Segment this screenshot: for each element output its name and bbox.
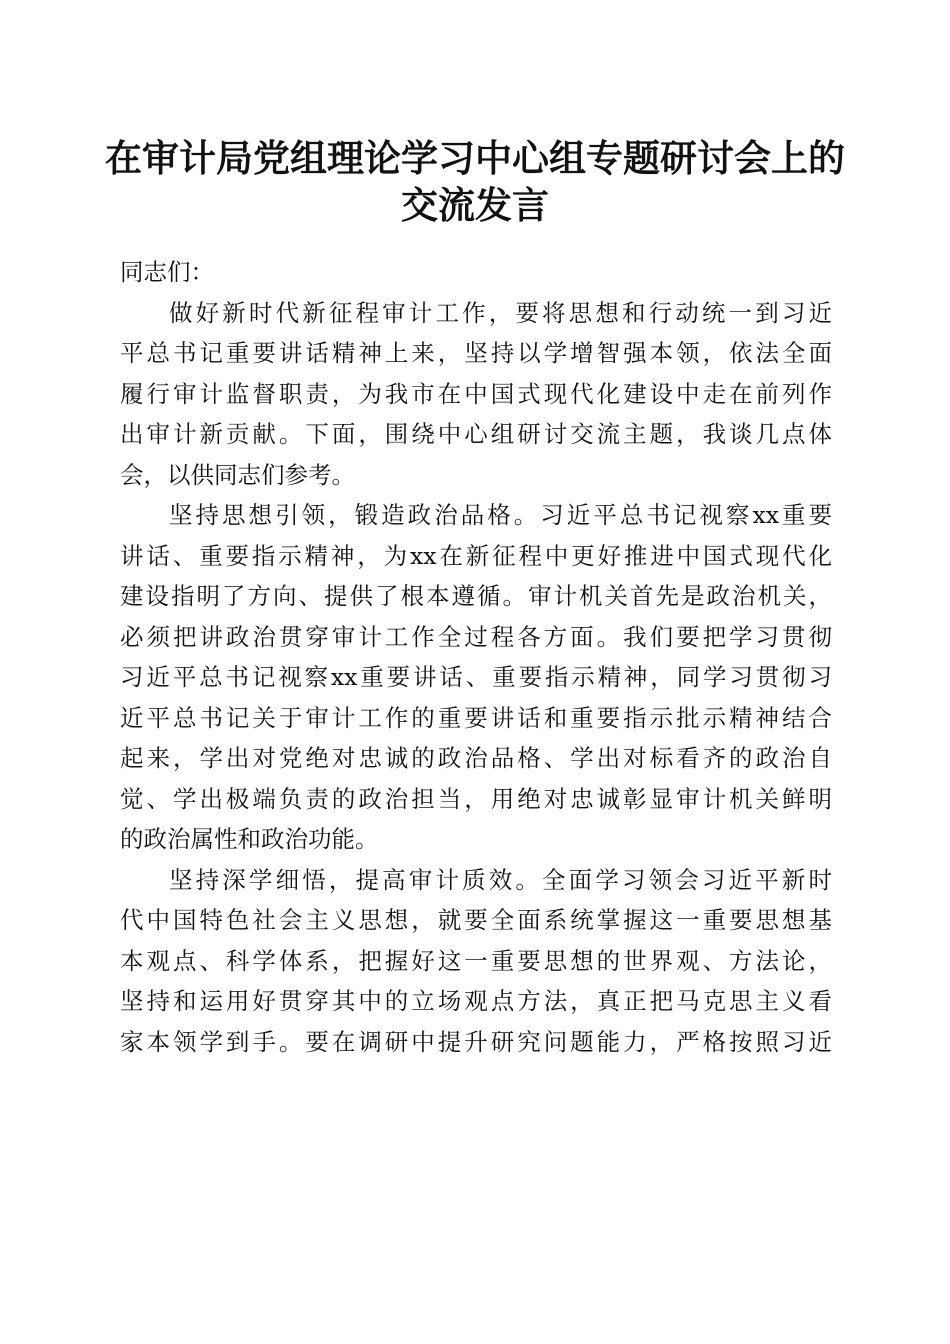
- paragraph-line: 坚持和运用好贯穿其中的立场观点方法，真正把马克思主义看: [120, 987, 832, 1015]
- paragraph-line: 建设指明了方向、提供了根本遵循。审计机关首先是政治机关，: [120, 582, 832, 610]
- paragraph-3: [120, 860, 832, 1063]
- paragraph-line: 出审计新贡献。下面，围绕中心组研讨交流主题，我谈几点体: [120, 420, 832, 448]
- paragraph-line: 本观点、科学体系，把握好这一重要思想的世界观、方法论，: [120, 946, 832, 975]
- paragraph-line: 觉、学出极端负责的政治担当，用绝对忠诚彰显审计机关鲜明: [120, 784, 832, 813]
- paragraph-line: 代中国特色社会主义思想，就要全面系统掌握这一重要思想基: [120, 906, 832, 934]
- paragraph-line: 的政治属性和政治功能。: [120, 825, 379, 853]
- paragraph-line: 习近平总书记视察xx重要讲话、重要指示精神，同学习贯彻习: [120, 663, 832, 691]
- paragraph-line: 平总书记重要讲话精神上来，坚持以学增智强本领，依法全面: [120, 339, 832, 367]
- paragraph-2: [120, 495, 832, 860]
- salutation: 同志们：: [120, 258, 214, 286]
- paragraph-line: 讲话、重要指示精神，为xx在新征程中更好推进中国式现代化: [120, 541, 832, 570]
- paragraph-line: 做好新时代新征程审计工作，要将思想和行动统一到习近: [169, 298, 832, 327]
- paragraph-line: 必须把讲政治贯穿审计工作全过程各方面。我们要把学习贯彻: [120, 622, 832, 651]
- paragraph-line: 会，以供同志们参考。: [120, 460, 355, 489]
- paragraph-1: [120, 293, 832, 496]
- paragraph-line: 近平总书记关于审计工作的重要讲话和重要指示批示精神结合: [120, 703, 832, 732]
- paragraph-line: 坚持深学细悟，提高审计质效。全面学习领会习近平新时: [169, 865, 832, 894]
- document-body: [120, 252, 832, 1062]
- paragraph-line: 履行审计监督职责，为我市在中国式现代化建设中走在前列作: [120, 379, 832, 408]
- paragraph-line: 坚持思想引领，锻造政治品格。习近平总书记视察xx重要: [169, 501, 832, 529]
- paragraph-line: 家本领学到手。要在调研中提升研究问题能力，严格按照习近: [120, 1027, 832, 1056]
- document-title: [95, 135, 855, 229]
- title-line-2: 交流发言: [401, 183, 549, 227]
- title-line-1: 在审计局党组理论学习中心组专题研讨会上的: [105, 136, 845, 180]
- paragraph-line: 起来，学出对党绝对忠诚的政治品格、学出对标看齐的政治自: [120, 744, 832, 772]
